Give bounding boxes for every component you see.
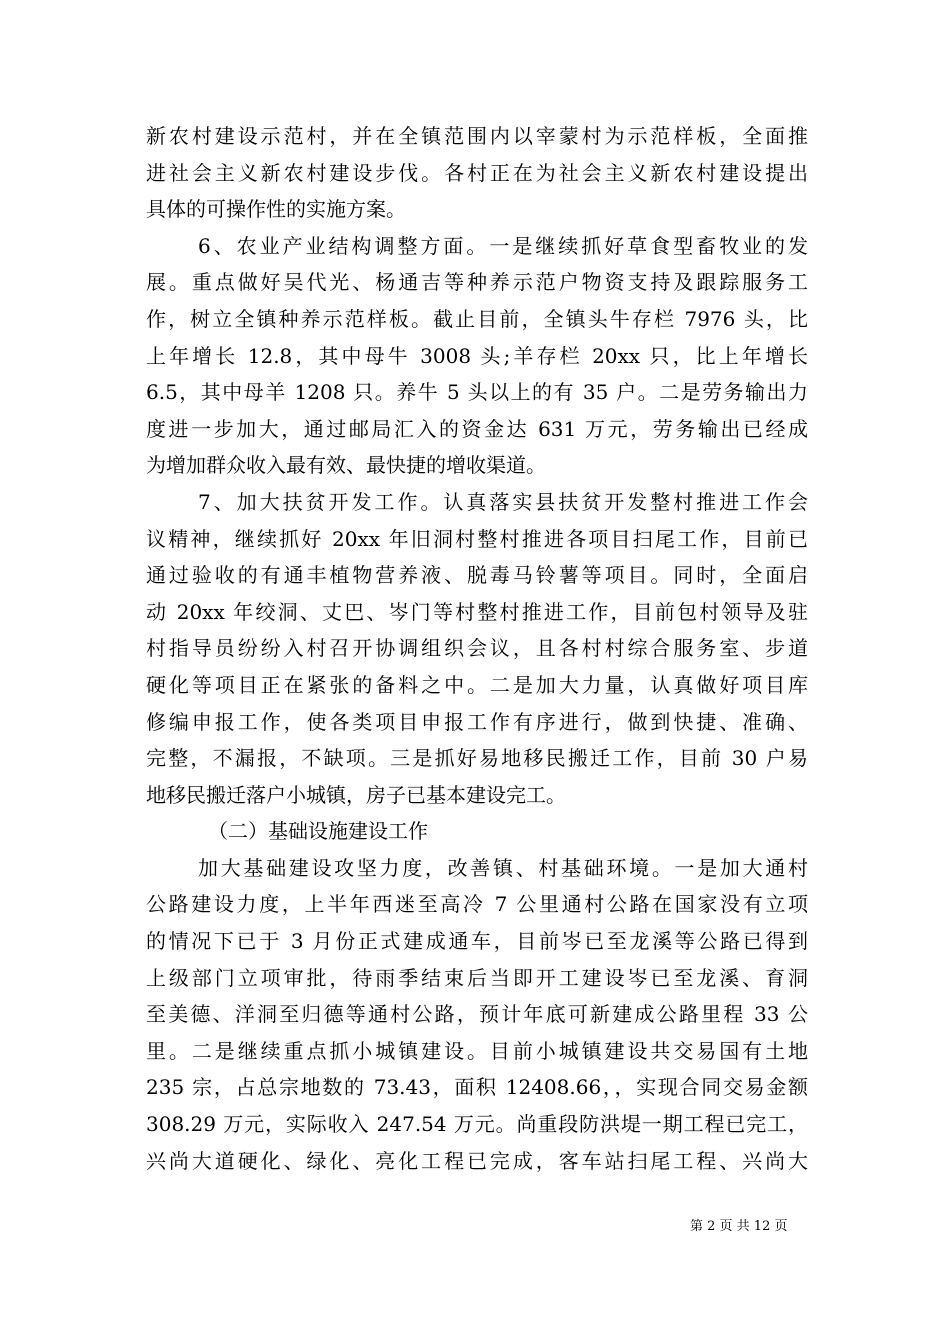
- body-text-line: 通过验收的有通丰植物营养液、脱毒马铃薯等项目。同时，全面启: [146, 563, 808, 588]
- page-number-footer: 第 2 页 共 12 页: [690, 1219, 788, 1234]
- body-text-line: 上年增长 12.8，其中母牛 3008 头;羊存栏 20xx 只，比上年增长: [146, 343, 808, 368]
- body-text-line: 308.29 万元，实际收入 247.54 万元。尚重段防洪堤一期工程已完工，: [146, 1112, 808, 1137]
- document-body: [146, 118, 808, 1179]
- body-text-line: 进社会主义新农村建设步伐。各村正在为社会主义新农村建设提出: [146, 160, 808, 185]
- body-text-line: 235 宗，占总宗地数的 73.43，面积 12408.66，，实现合同交易金额: [146, 1075, 808, 1100]
- body-text-line: 动 20xx 年绞洞、丈巴、岑门等村整村推进工作，目前包村领导及驻: [146, 599, 808, 624]
- body-text-line: 的情况下已于 3 月份正式建成通车，目前岑已至龙溪等公路已得到: [146, 929, 808, 954]
- body-text-line: 展。重点做好吴代光、杨通吉等种养示范户物资支持及跟踪服务工: [146, 270, 808, 295]
- body-text-line: 里。二是继续重点抓小城镇建设。目前小城镇建设共交易国有土地: [146, 1038, 808, 1063]
- body-text-line: 上级部门立项审批，待雨季结束后当即开工建设岑已至龙溪、育洞: [146, 965, 808, 990]
- body-text-line: 6.5，其中母羊 1208 只。养牛 5 头以上的有 35 户。二是劳务输出力: [146, 380, 808, 405]
- body-text-line: 新农村建设示范村，并在全镇范围内以宰蒙村为示范样板，全面推: [146, 124, 808, 148]
- body-text-line: 作，树立全镇种养示范样板。截止目前，全镇头牛存栏 7976 头，比: [146, 306, 808, 331]
- body-text-line: 度进一步加大，通过邮局汇入的资金达 631 万元，劳务输出已经成: [146, 416, 808, 441]
- section-heading: （二）基础设施建设工作: [208, 819, 428, 844]
- body-text-line: 地移民搬迁落户小城镇，房子已基本建设完工。: [146, 782, 566, 807]
- body-text-line: 村指导员纷纷入村召开协调组织会议，且各村村综合服务室、步道: [146, 636, 808, 661]
- body-text-line: 硬化等项目正在紧张的备料之中。二是加大力量，认真做好项目库: [146, 672, 808, 697]
- body-text-line: 修编申报工作，使各类项目申报工作有序进行，做到快捷、准确、: [146, 709, 808, 734]
- body-text-line: 为增加群众收入最有效、最快捷的增收渠道。: [146, 453, 546, 478]
- body-text-line: 7、加大扶贫开发工作。认真落实县扶贫开发整村推进工作会: [198, 489, 808, 514]
- body-text-line: 公路建设力度，上半年西迷至高冷 7 公里通村公路在国家没有立项: [146, 892, 808, 917]
- body-text-line: 加大基础建设攻坚力度，改善镇、村基础环境。一是加大通村: [198, 855, 808, 880]
- body-text-line: 议精神，继续抓好 20xx 年旧洞村整村推进各项目扫尾工作，目前已: [146, 526, 808, 551]
- body-text-line: 完整，不漏报，不缺项。三是抓好易地移民搬迁工作，目前 30 户易: [146, 746, 808, 771]
- body-text-line: 兴尚大道硬化、绿化、亮化工程已完成，客车站扫尾工程、兴尚大: [146, 1148, 808, 1173]
- body-text-line: 至美德、洋洞至归德等通村公路，预计年底可新建成公路里程 33 公: [146, 1002, 808, 1027]
- body-text-line: 具体的可操作性的实施方案。: [146, 197, 406, 222]
- body-text-line: 6、农业产业结构调整方面。一是继续抓好草食型畜牧业的发: [198, 233, 808, 258]
